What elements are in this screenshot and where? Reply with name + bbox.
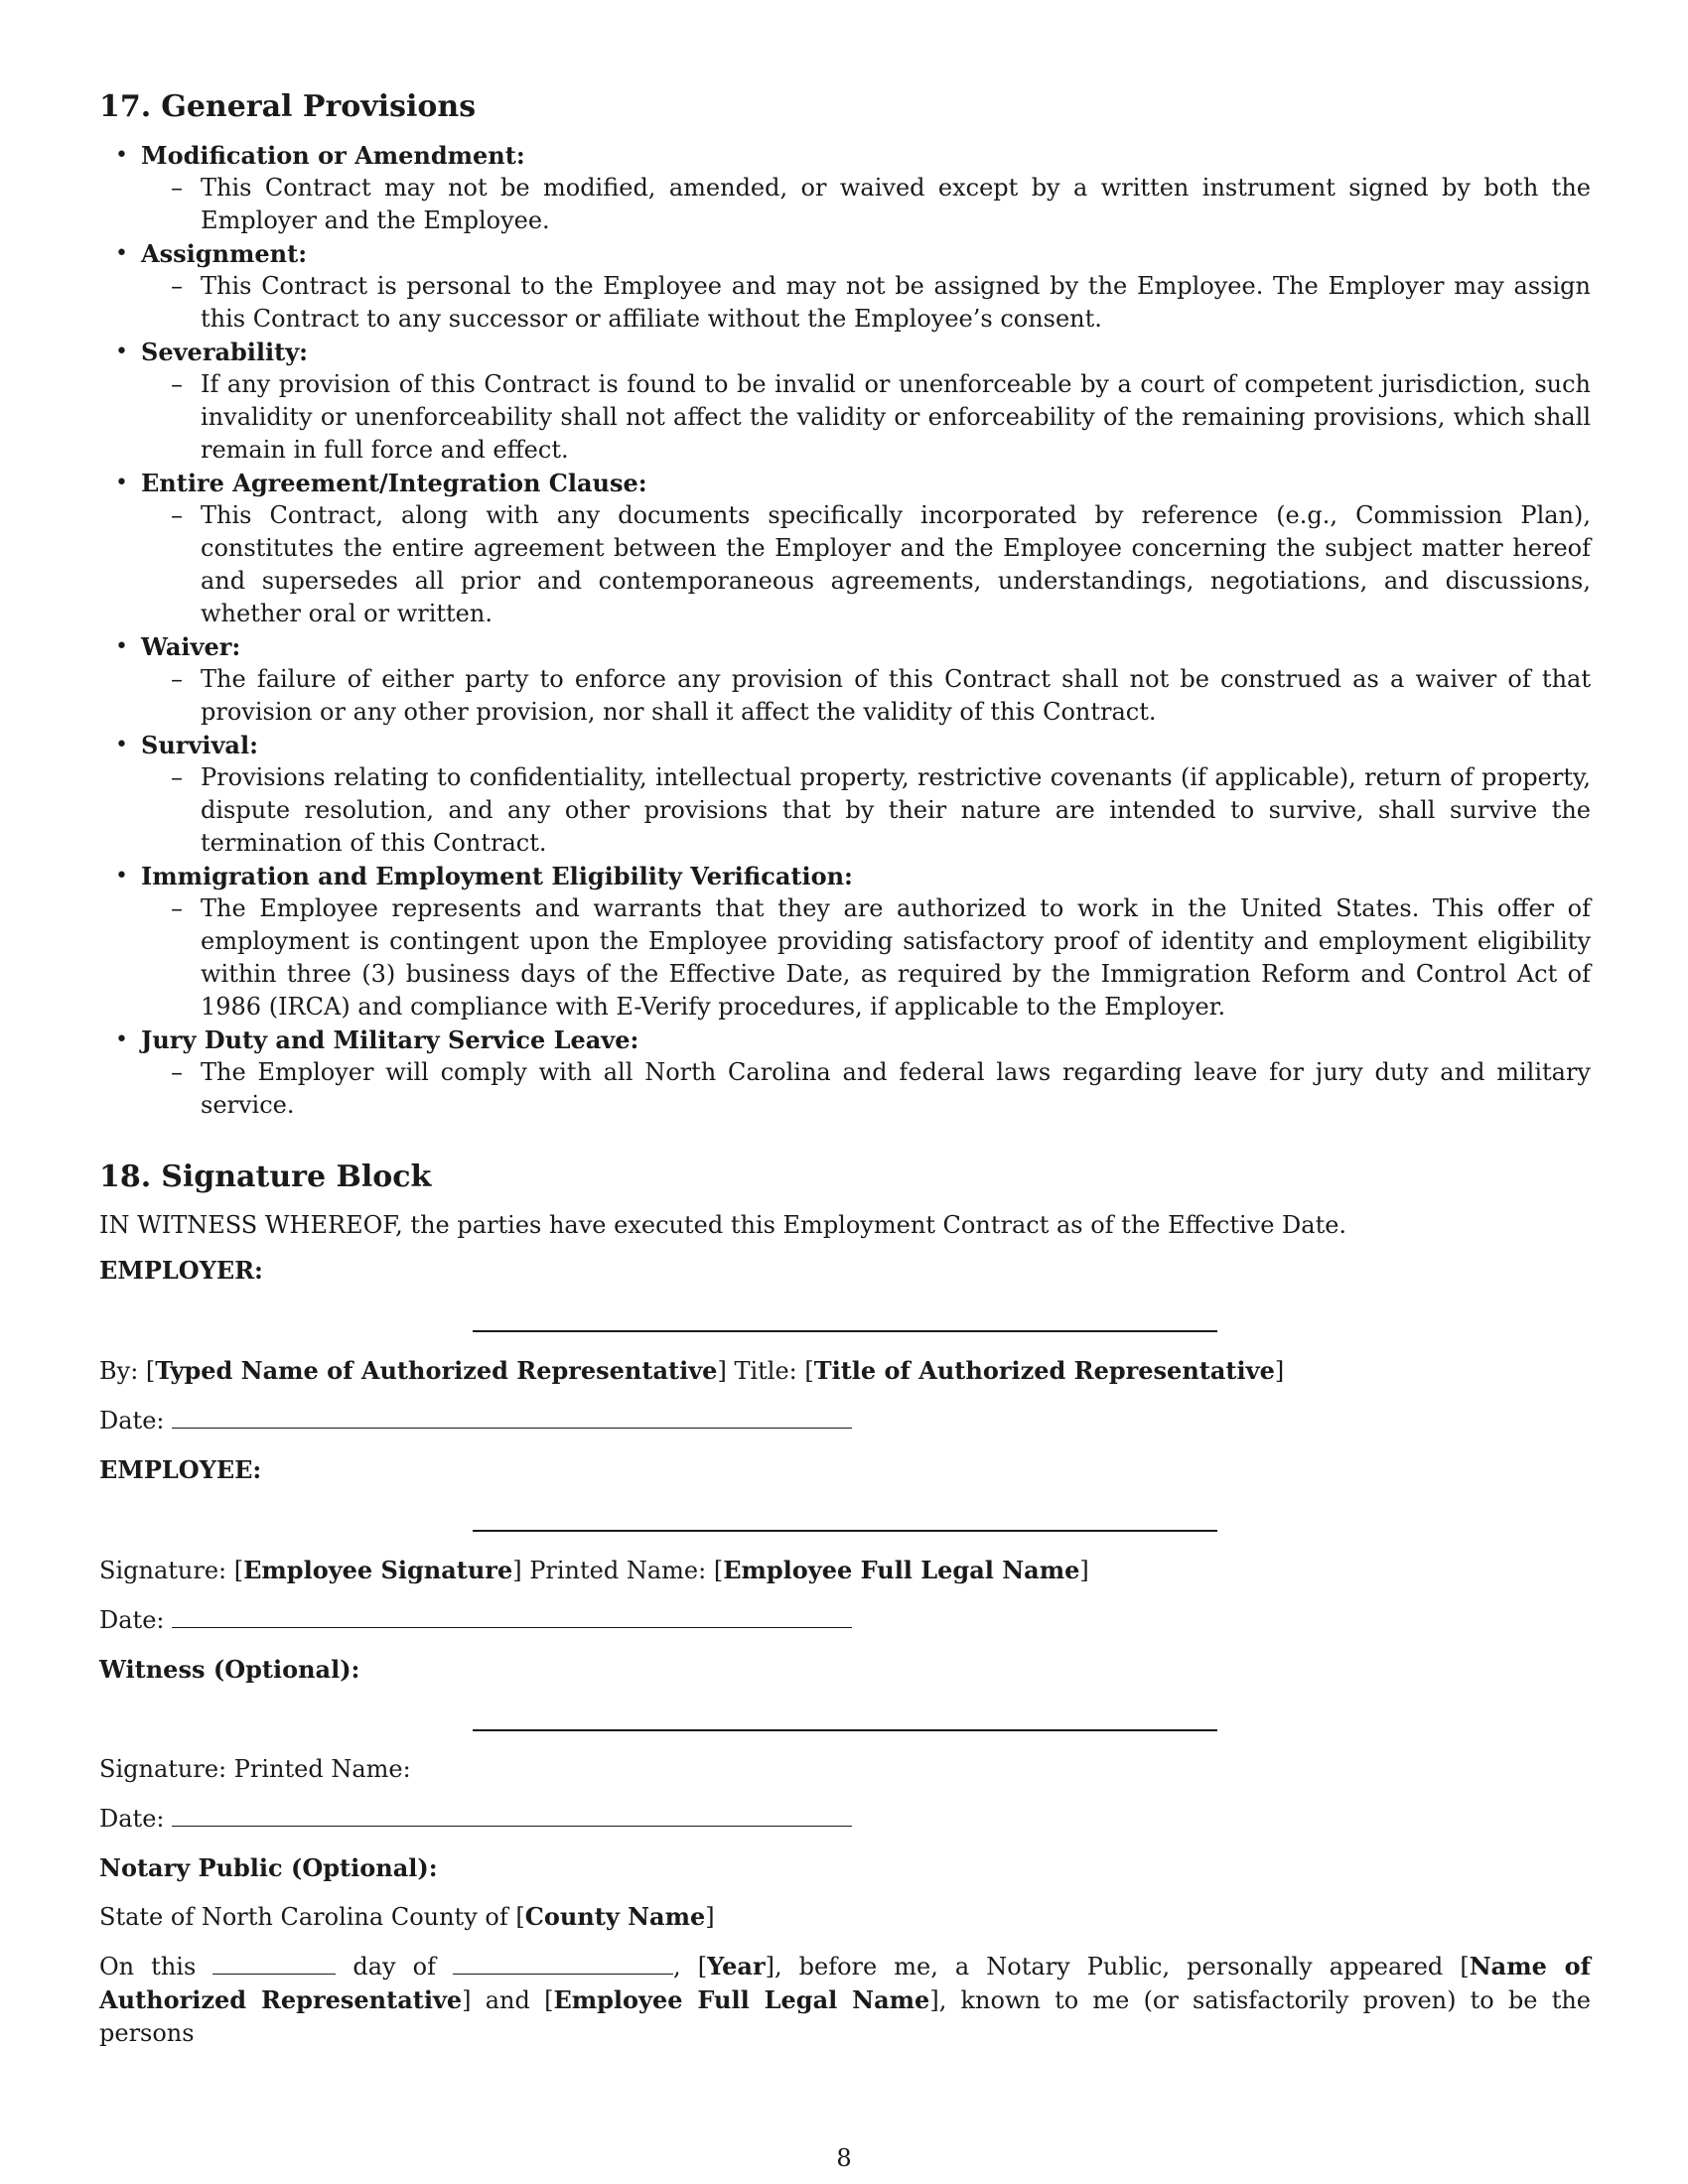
provision-text: This Contract may not be modified, amended, or waived except by a written instrument signed by both the Employer and the Employee. xyxy=(201,174,1591,234)
witness-signature-row xyxy=(99,1753,1591,1786)
bullet-icon: • xyxy=(115,1027,128,1052)
employee-name-placeholder: Employee Full Legal Name xyxy=(723,1556,1080,1584)
employee-date-field[interactable] xyxy=(172,1603,852,1628)
provision-text: The failure of either party to enforce any provision of this Contract shall not be construed as a waiver of that provision or any other provision, nor shall it affect the validity of this Contract. xyxy=(201,665,1591,726)
comma: , xyxy=(673,1953,681,1980)
dash-icon: – xyxy=(171,370,183,398)
employee-label: EMPLOYEE: xyxy=(99,1455,262,1484)
dash-icon: – xyxy=(171,665,183,693)
and-text: and xyxy=(485,1986,530,2014)
provision-text-wrapper xyxy=(171,892,1591,1024)
provision-item xyxy=(115,860,1591,1024)
day-blank[interactable] xyxy=(212,1952,336,1975)
signature-block-section xyxy=(99,1160,1591,2050)
employer-by-line: By: [Typed Name of Authorized Representative] Title: [Title of Authorized Representative] xyxy=(99,1356,1285,1385)
witness-whereof-text: IN WITNESS WHEREOF, the parties have executed this Employment Contract as of the Effective Date. xyxy=(99,1211,1347,1239)
notary-state-row: State of North Carolina County of [County Name] xyxy=(99,1902,715,1931)
provisions-list xyxy=(99,139,1591,1122)
provision-text: The Employee represents and warrants that they are authorized to work in the United States. This offer of employment is contingent upon the Employee providing satisfactory proof of identity and employment eligibility within three (3) business days of the Effective Date, as required by the Immigration Reform and Control Act of 1986 (IRCA) and compliance with E-Verify procedures, if applicable to the Employer. xyxy=(201,894,1591,1021)
witness-date-field[interactable] xyxy=(172,1802,852,1827)
title-placeholder: Title of Authorized Representative xyxy=(813,1356,1275,1385)
bullet-icon: • xyxy=(115,143,128,168)
page-number: 8 xyxy=(836,2144,852,2172)
provision-title: Waiver: xyxy=(141,632,241,661)
provision-title: Modification or Amendment: xyxy=(141,141,525,170)
by-label: By: xyxy=(99,1357,139,1385)
provision-item xyxy=(115,467,1591,630)
section-17-title: General Provisions xyxy=(161,89,477,124)
provision-text: This Contract is personal to the Employee and may not be assigned by the Employee. The Employer may assign this Contract to any successor or affiliate without the Employee’s consent. xyxy=(201,272,1591,333)
known-text: , known to me (or satisfactorily proven) to be the persons xyxy=(99,1986,1592,2047)
signature-label: Signature: xyxy=(99,1557,227,1584)
state-county-text: State of North Carolina County of xyxy=(99,1903,508,1931)
provision-text: If any provision of this Contract is found to be invalid or unenforceable by a court of competent jurisdiction, such invalidity or unenforceability shall not affect the validity or enforceability of the remaining provisions, which shall remain in full force and effect. xyxy=(201,370,1591,464)
employer-date-row xyxy=(99,1404,1591,1437)
provision-text-wrapper xyxy=(171,663,1591,729)
section-18-title: Signature Block xyxy=(161,1160,432,1194)
dash-icon: – xyxy=(171,501,183,529)
printed-name-label: Printed Name: xyxy=(233,1755,411,1783)
provision-item xyxy=(115,729,1591,860)
bullet-icon: • xyxy=(115,864,128,888)
employee-signature-placeholder: Employee Signature xyxy=(243,1556,513,1584)
date-label: Date: xyxy=(99,1407,165,1434)
before-me-text: , before me, a Notary Public, personally appeared xyxy=(774,1953,1444,1980)
dash-icon: – xyxy=(171,1058,183,1086)
section-18-number: 18. xyxy=(99,1160,152,1194)
printed-name-label: Printed Name: xyxy=(529,1557,707,1584)
bullet-icon: • xyxy=(115,634,128,659)
notary-statement: On this day of , [Year], before me, a Notary Public, personally appeared [Name of Authorized Representative] and [Employee Full Legal Name], known to me (or satisfactorily proven) to be the persons xyxy=(99,1952,1592,2047)
witness-signature-line[interactable] xyxy=(473,1729,1217,1731)
witness-label: Witness (Optional): xyxy=(99,1655,360,1684)
section-17-number: 17. xyxy=(99,89,152,124)
date-label: Date: xyxy=(99,1606,165,1634)
provision-title: Jury Duty and Military Service Leave: xyxy=(141,1025,639,1054)
provision-text-wrapper xyxy=(171,761,1591,860)
provision-item xyxy=(115,630,1591,729)
provision-text: This Contract, along with any documents specifically incorporated by reference (e.g., Commission Plan), constitutes the entire agreement between the Employer and the Employee concerning the subject matter hereof and supersedes all prior and contemporaneous agreements, understandings, negotiations, and discussions, whether oral or written. xyxy=(201,501,1591,627)
month-blank[interactable] xyxy=(453,1952,673,1975)
notary-label: Notary Public (Optional): xyxy=(99,1853,438,1882)
bullet-icon: • xyxy=(115,471,128,495)
bullet-icon: • xyxy=(115,733,128,757)
document-page xyxy=(99,89,1591,2050)
provision-text-wrapper xyxy=(171,1056,1591,1122)
provision-title: Entire Agreement/Integration Clause: xyxy=(141,469,647,497)
typed-name-placeholder: Typed Name of Authorized Representative xyxy=(155,1356,718,1385)
section-17-heading xyxy=(99,89,1591,125)
provision-text-wrapper xyxy=(171,270,1591,336)
title-label: Title: xyxy=(734,1357,797,1385)
employer-date-field[interactable] xyxy=(172,1404,852,1429)
provision-text-wrapper xyxy=(171,172,1591,237)
dash-icon: – xyxy=(171,174,183,202)
employer-signature-line[interactable] xyxy=(473,1330,1217,1332)
employee-signature-row: Signature: [Employee Signature] Printed Name: [Employee Full Legal Name] xyxy=(99,1556,1089,1584)
employer-label: EMPLOYER: xyxy=(99,1256,263,1285)
provision-text-wrapper xyxy=(171,368,1591,467)
bullet-icon: • xyxy=(115,241,128,266)
employee-name-placeholder: Employee Full Legal Name xyxy=(553,1985,930,2014)
day-of-text: day of xyxy=(352,1953,436,1980)
section-18-heading xyxy=(99,1160,1591,1195)
signature-label: Signature: xyxy=(99,1755,227,1783)
provision-item xyxy=(115,336,1591,467)
provision-item xyxy=(115,139,1591,237)
county-placeholder: County Name xyxy=(524,1902,706,1931)
provision-text: The Employer will comply with all North Carolina and federal laws regarding leave for jury duty and military service. xyxy=(201,1058,1591,1119)
provision-title: Immigration and Employment Eligibility Verification: xyxy=(141,862,853,890)
on-this-text: On this xyxy=(99,1953,197,1980)
employee-date-row xyxy=(99,1603,1591,1637)
provision-title: Survival: xyxy=(141,731,258,759)
dash-icon: – xyxy=(171,272,183,300)
provision-title: Assignment: xyxy=(141,239,308,268)
dash-icon: – xyxy=(171,763,183,791)
provision-item xyxy=(115,1024,1591,1122)
date-label: Date: xyxy=(99,1805,165,1833)
provision-text: Provisions relating to confidentiality, intellectual property, restrictive covenants (if applicable), return of property, dispute resolution, and any other provisions that by their nature are intended to survive, shall survive the termination of this Contract. xyxy=(201,763,1591,857)
witness-date-row xyxy=(99,1802,1591,1836)
rep-name-placeholder: Name of Authorized Representative xyxy=(99,1952,1591,2014)
year-placeholder: Year xyxy=(707,1952,766,1980)
employee-signature-line[interactable] xyxy=(473,1530,1217,1532)
dash-icon: – xyxy=(171,894,183,922)
provision-item xyxy=(115,237,1591,336)
provision-title: Severability: xyxy=(141,338,309,366)
bullet-icon: • xyxy=(115,340,128,364)
provision-text-wrapper xyxy=(171,499,1591,630)
